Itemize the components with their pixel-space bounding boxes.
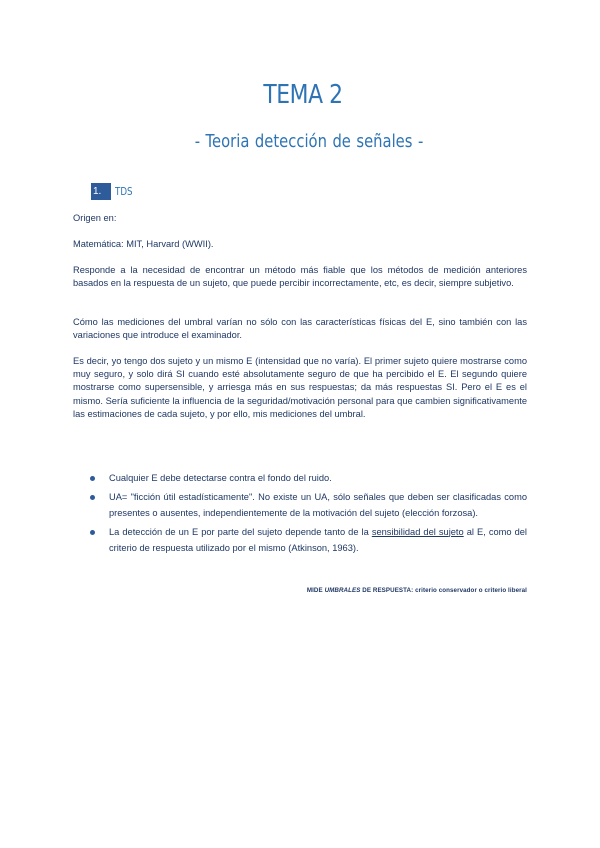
paragraph-es-decir: Es decir, yo tengo dos sujeto y un mismo E (intensidad que no varía). El primer sujeto quiere mostrarse como muy seguro, y solo dirá SI cuando esté absolutamente seguro de que ha percibido el E. El segundo quiere mostrarse como supersensible, y arriesga más en sus respuestas; da más respuestas SI. Pero el E es el mismo. Sería suficiente la influencia de la seguridad/motivación personal para que cambien significativamente las estimaciones de cada sujeto, y por ello, mis mediciones del umbral. <box>73 356 527 419</box>
footnote-italic: UMBRALES <box>324 587 361 594</box>
bullet-text: UA= "ficción útil estadísticamente". No existe un UA, sólo señales que deben ser clasificadas como presentes o ausentes, independientemente de la motivación del sujeto (elección forzosa). <box>109 491 527 518</box>
section-heading <box>91 182 135 200</box>
footnote-pre: MIDE <box>306 587 325 594</box>
paragraph-como: Cómo las mediciones del umbral varían no sólo con las características físicas del E, sino también con las variaciones que introduce el examinador. <box>73 317 527 341</box>
section-title: TDS <box>115 184 133 198</box>
list-item <box>73 489 527 522</box>
bullet-text-end: al E, como del criterio de respuesta utilizado por el mismo (Atkinson, 1963). <box>109 526 527 553</box>
page-subtitle: - Teoria detección de señales - <box>194 131 424 152</box>
paragraph-origin: Origen en: <box>73 213 117 223</box>
bullet-text-start: La detección de un E por parte del sujeto depende tanto de la <box>109 526 372 537</box>
bullet-list <box>73 470 527 559</box>
footnote <box>73 587 527 594</box>
sensitivity-underlined-text: sensibilidad del sujeto <box>371 526 464 537</box>
list-item <box>73 524 527 557</box>
paragraph-responde: Responde a la necesidad de encontrar un método más fiable que los métodos de medición anteriores basados en la respuesta de un sujeto, que puede percibir incorrectamente, etc, es decir, siempre subjetivo. <box>73 265 527 289</box>
bullet-text: Cualquier E debe detectarse contra el fondo del ruido. <box>109 473 332 483</box>
list-item <box>73 470 527 487</box>
footnote-post: DE RESPUESTA: criterio conservador o criterio liberal <box>360 587 527 594</box>
bullet-icon <box>90 476 95 481</box>
section-number: 1. <box>91 183 111 200</box>
page-title: TEMA 2 <box>263 80 343 110</box>
bullet-icon <box>90 495 95 500</box>
bullet-icon <box>90 530 95 535</box>
paragraph-math: Matemática: MIT, Harvard (WWII). <box>73 239 214 249</box>
